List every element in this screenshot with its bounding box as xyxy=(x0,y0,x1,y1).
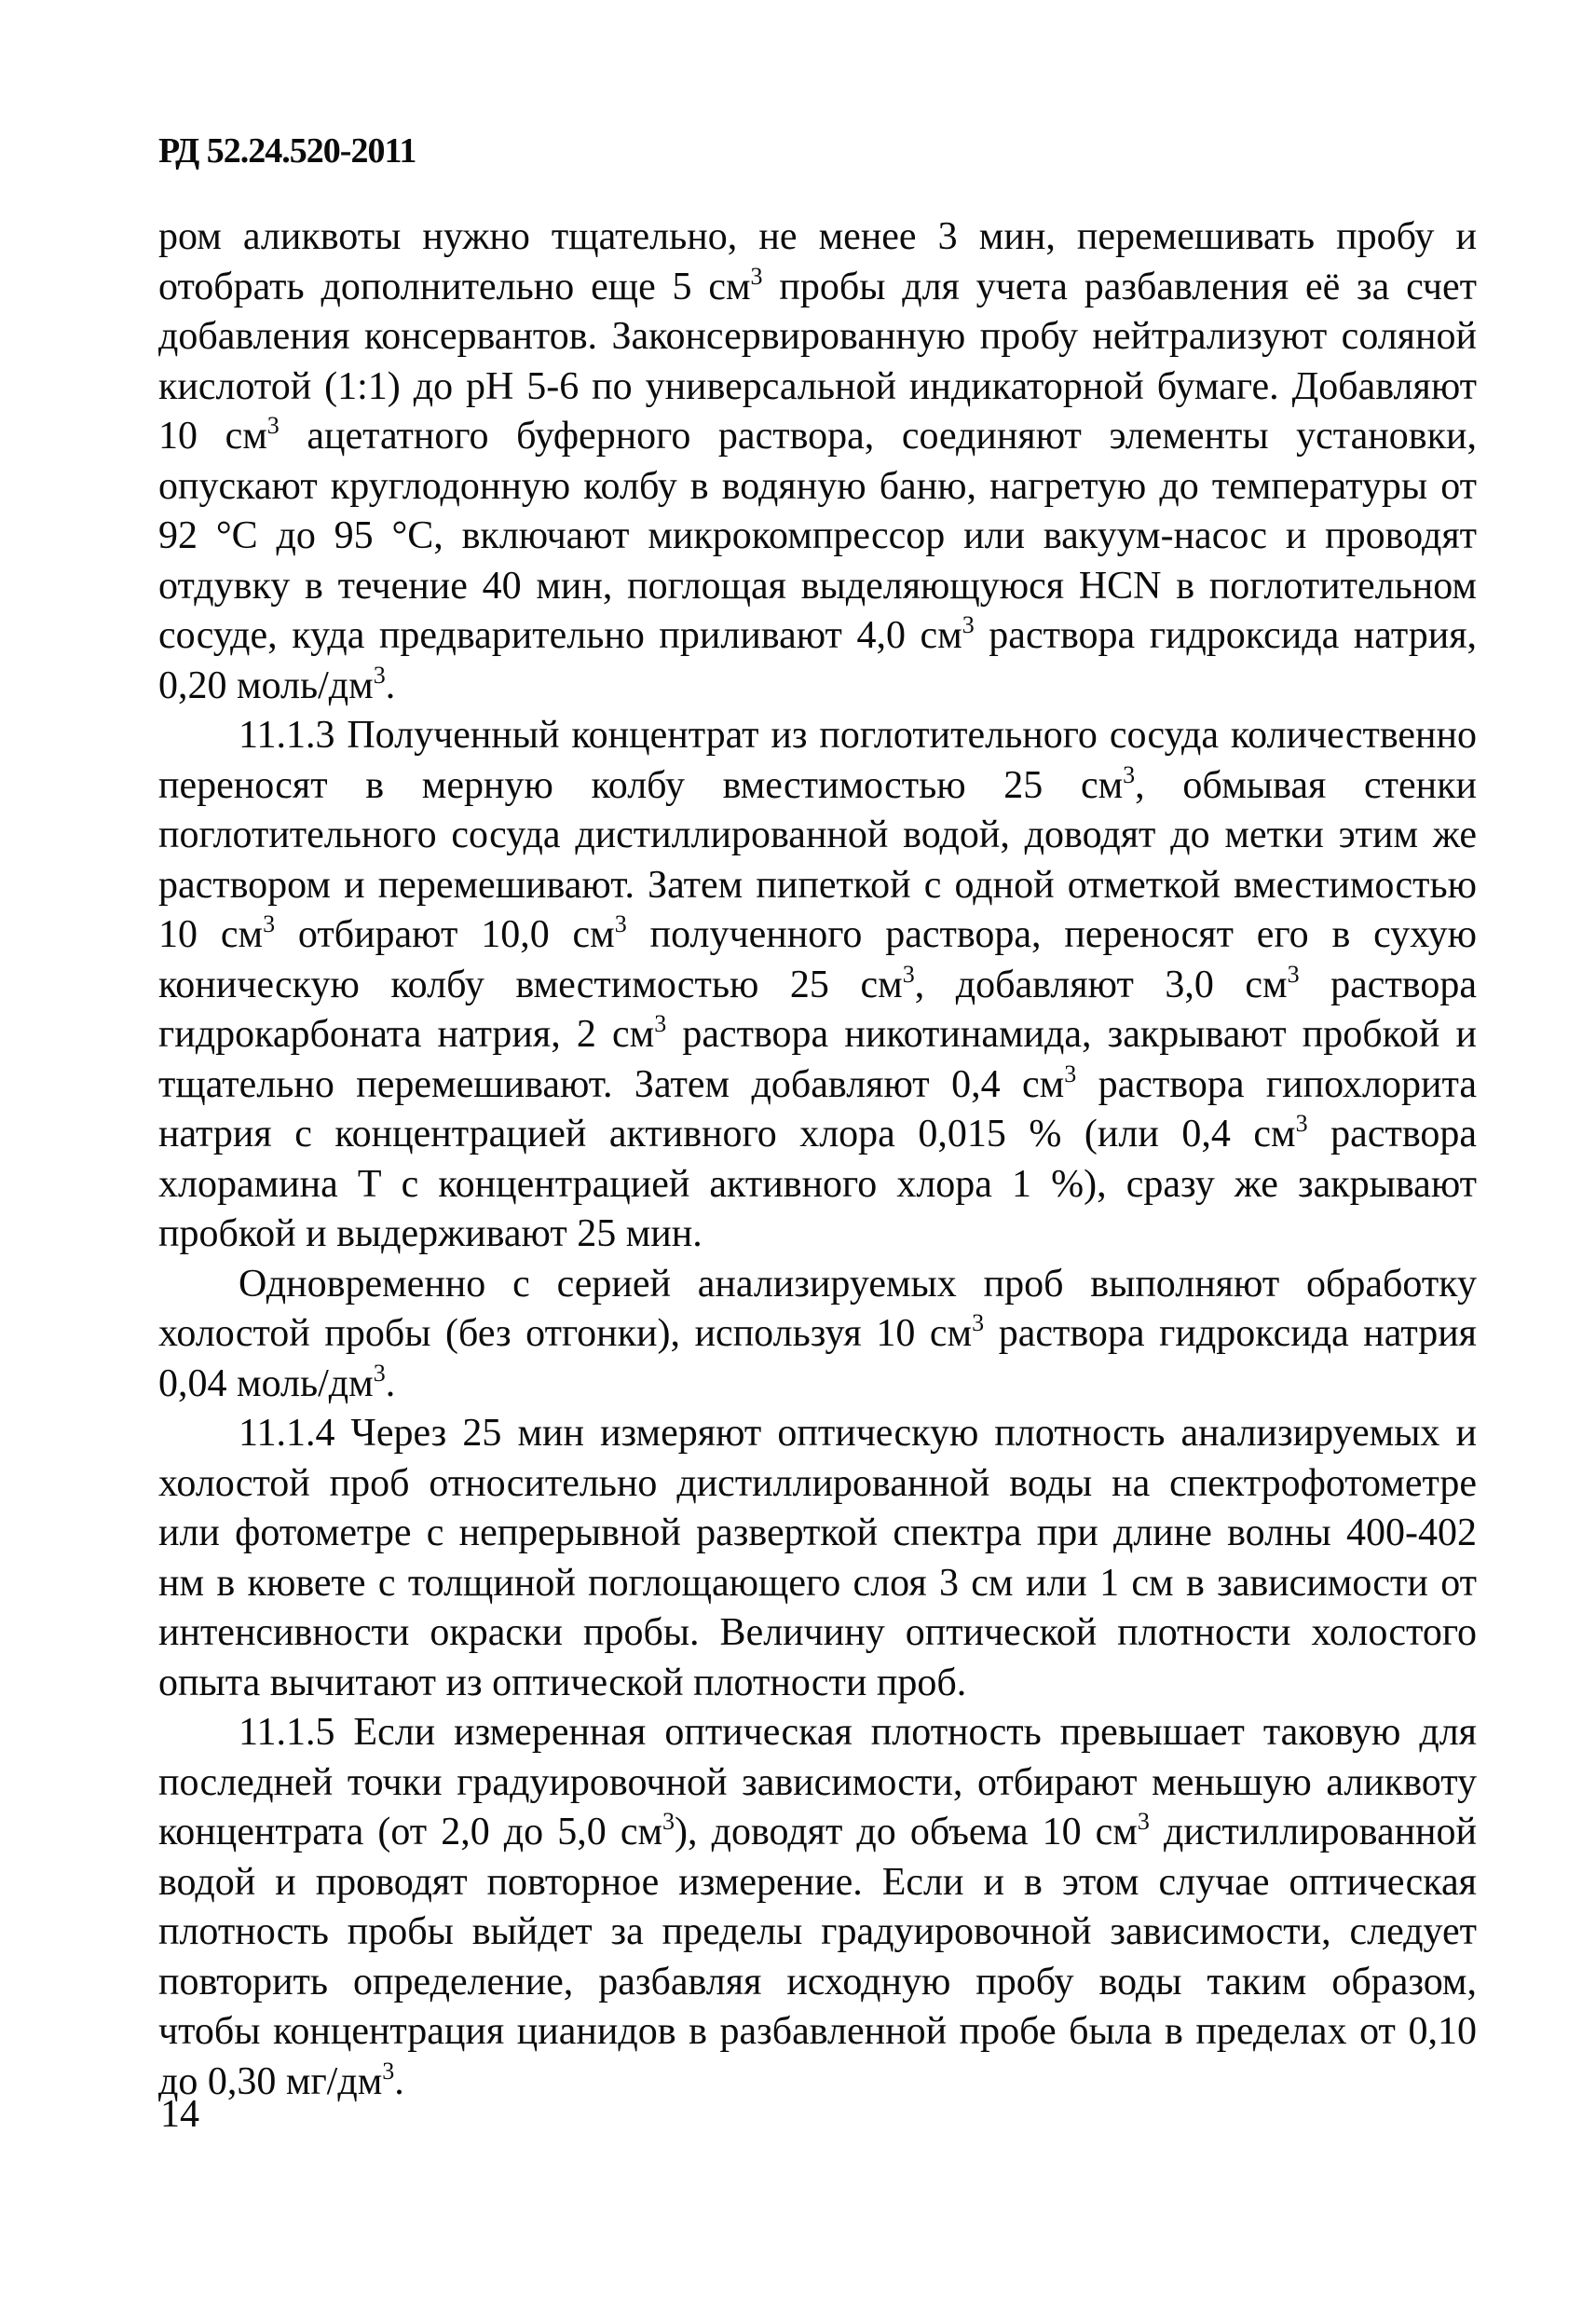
page-number: 14 xyxy=(160,2093,199,2136)
paragraph-11-1-3: 11.1.3 Полученный концентрат из поглотительного сосуда количественно переносят в мерную колбу вместимостью 25 $см^3$, обмывая стенки поглотительного сосуда дистиллированной водой, доводят до метки этим же раствором и перемешивают. Затем пипеткой с одной отметкой вместимостью 10 $см^3$ отбирают 10,0 $см^3$ полученного раствора, переносят его в сухую коническую колбу вместимостью 25 $см^3$, добавляют 3,0 $см^3$ раствора гидрокарбоната натрия, 2 $см^3$ раствора никотинамида, закрывают пробкой и тщательно перемешивают. Затем добавляют 0,4 $см^3$ раствора гипохлорита натрия с концентрацией активного хлора 0,015 % (или 0,4 $см^3$ раствора хлорамина Т с концентрацией активного хлора 1 %), сразу же закрывают пробкой и выдерживают 25 мин. xyxy=(158,714,1478,1255)
paragraph-continuation: ром аликвоты нужно тщательно, не менее 3 мин, перемешивать пробу и отобрать дополнительно еще 5 $см^3$ пробы для учета разбавления её за счет добавления консервантов. Законсервированную пробу нейтрализуют соляной кислотой (1:1) до pH 5-6 по универсальной индикаторной бумаге. Добавляют 10 $см^3$ ацетатного буферного раствора, соединяют элементы установки, опускают круглодонную колбу в водяную баню, нагретую до температуры от 92 °С до 95 °С, включают микрокомпрессор или вакуум-насос и проводят отдувку в течение 40 мин, поглощая выделяющуюся HCN в поглотительном сосуде, куда предварительно приливают 4,0 $см^3$ раствора гидроксида натрия, 0,20 моль/$дм^3$. xyxy=(158,215,1478,707)
paragraph-11-1-4: 11.1.4 Через 25 мин измеряют оптическую плотность анализируемых и холостой проб относительно дистиллированной воды на спектрофотометре или фотометре с непрерывной разверткой спектра при длине волны 400-402 нм в кювете с толщиной поглощающего слоя 3 см или 1 см в зависимости от интенсивности окраски пробы. Величину оптической плотности холостого опыта вычитают из оптической плотности проб. xyxy=(158,1412,1477,1704)
document-code-header: РД 52.24.520-2011 xyxy=(158,131,416,171)
paragraph-11-1-5: 11.1.5 Если измеренная оптическая плотность превышает таковую для последней точки градуировочной зависимости, отбирают меньшую аликвоту концентрата (от 2,0 до 5,0 $см^3$), доводят до объема 10 $см^3$ дистиллированной водой и проводят повторное измерение. Если и в этом случае оптическая плотность пробы выйдет за пределы градуировочной зависимости, следует повторить определение, разбавляя исходную пробу воды таким образом, чтобы концентрация цианидов в разбавленной пробе была в пределах от 0,10 до 0,30 $мг/дм^3$. xyxy=(158,1711,1478,2103)
paragraph-blank-sample: Одновременно с серией анализируемых проб выполняют обработку холостой пробы (без отгонки), используя 10 $см^3$ раствора гидроксида натрия 0,04 моль/$дм^3$. xyxy=(158,1262,1477,1405)
document-body xyxy=(158,212,1477,2107)
